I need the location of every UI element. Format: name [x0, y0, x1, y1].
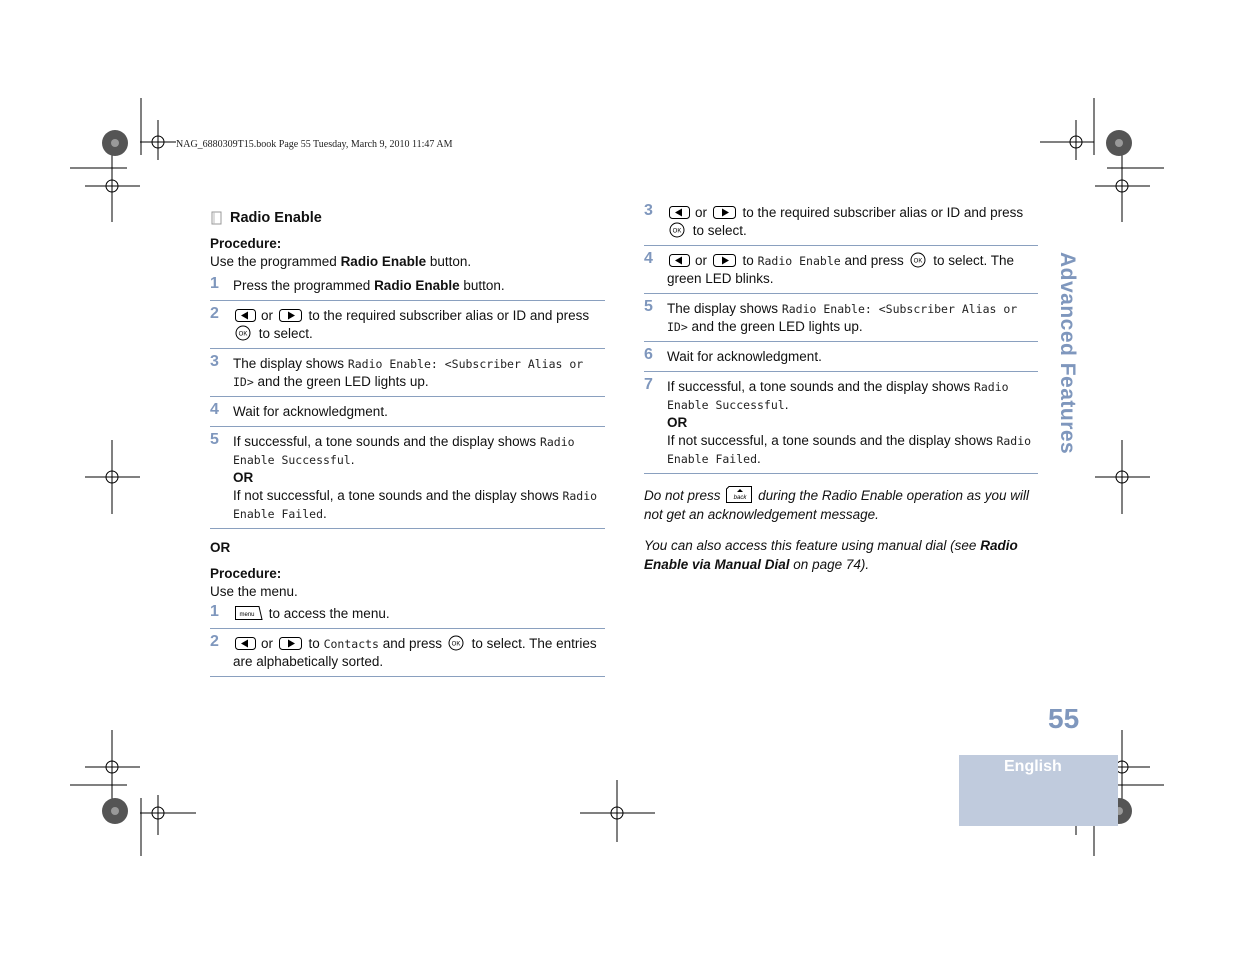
left-arrow-key-icon	[669, 254, 693, 268]
svg-text:OK: OK	[451, 641, 461, 648]
step-text: The display shows	[667, 301, 782, 316]
note-text-end: during the Radio Enable operation as you will not get an acknowledgement message.	[644, 488, 1030, 522]
step-item	[644, 378, 1038, 474]
side-title: Advanced Features	[1056, 252, 1079, 455]
section-title: Radio Enable	[230, 210, 322, 226]
or-text: or	[261, 636, 274, 651]
step-item	[210, 433, 605, 529]
svg-text:OK: OK	[913, 258, 922, 265]
svg-text:back: back	[733, 495, 747, 501]
step-number: 5	[644, 298, 653, 315]
step-number: 3	[210, 353, 219, 370]
ok-key-icon	[448, 635, 466, 651]
step-text: Wait for acknowledgment.	[233, 404, 388, 419]
intro-bold: Radio Enable	[340, 254, 427, 269]
right-column	[644, 204, 1038, 574]
display-text: Radio Enable Successful	[667, 380, 1009, 412]
procedure-intro	[210, 253, 605, 271]
right-arrow-key-icon	[279, 637, 303, 651]
step-number: 1	[210, 275, 219, 292]
section-heading	[210, 209, 605, 227]
procedure-intro: Use the menu.	[210, 584, 298, 599]
ok-key-icon	[910, 252, 928, 268]
note-text: You can also access this feature using manual dial (see	[644, 538, 981, 553]
punct: .	[350, 452, 355, 467]
back-key-icon	[726, 486, 752, 503]
step-text-end: and the green LED lights up.	[687, 319, 863, 334]
page-number: 55	[1048, 703, 1080, 734]
step-number: 3	[644, 202, 653, 219]
intro-text-end: button.	[426, 254, 472, 269]
or-text: or	[261, 308, 274, 323]
intro-text: Use the programmed	[210, 254, 341, 269]
step-text-fail: If not successful, a tone sounds and the display shows	[667, 433, 997, 448]
step-item	[210, 277, 605, 301]
step-text-end: to select.	[692, 223, 747, 238]
step-text-end: to select. The green LED blinks.	[667, 253, 1015, 286]
note-back-key	[644, 486, 1038, 524]
step-bold: Radio Enable	[374, 278, 460, 293]
procedure-label: Procedure:	[210, 236, 282, 251]
step-number: 1	[210, 603, 219, 620]
step-text: to	[742, 253, 754, 268]
display-text: Radio Enable Failed	[667, 434, 1032, 466]
ok-key-icon	[669, 222, 687, 238]
punct: .	[757, 451, 761, 466]
step-number: 4	[644, 250, 653, 267]
punct: .	[323, 506, 327, 521]
step-item	[210, 355, 605, 397]
step-item	[644, 348, 1038, 372]
step-number: 5	[210, 431, 219, 448]
svg-text:menu: menu	[239, 612, 255, 618]
step-text: Press the programmed	[233, 278, 375, 293]
left-arrow-key-icon	[669, 206, 693, 220]
step-item	[210, 635, 605, 677]
display-text: Radio Enable: <Subscriber Alias or ID>	[233, 357, 584, 389]
step-item	[210, 403, 605, 427]
step-text-fail: If not successful, a tone sounds and the display shows	[233, 488, 563, 503]
step-text-end: to select.	[258, 326, 313, 341]
note-manual-dial	[644, 536, 1038, 574]
step-number: 4	[210, 401, 219, 418]
or-label: OR	[233, 470, 254, 485]
or-text: or	[695, 253, 708, 268]
step-number: 2	[210, 305, 219, 322]
language-label: English	[1004, 758, 1062, 775]
left-column	[210, 209, 605, 677]
or-text: or	[695, 205, 708, 220]
step-number: 2	[210, 633, 219, 650]
or-label: OR	[210, 540, 231, 555]
step-text: If successful, a tone sounds and the display shows	[667, 379, 974, 394]
step-text: to the required subscriber alias or ID and press	[308, 308, 590, 323]
svg-text:OK: OK	[672, 228, 682, 235]
display-text: Contacts	[323, 637, 379, 651]
step-text-end: to select. The entries are alphabetically sorted.	[233, 636, 597, 669]
ok-key-icon	[235, 325, 253, 341]
step-text-end: and the green LED lights up.	[253, 374, 429, 389]
note-text: Do not press	[644, 488, 721, 503]
svg-text:OK: OK	[238, 331, 248, 338]
book-header-line: NAG_6880309T15.book Page 55 Tuesday, March 9, 2010 11:47 AM	[176, 139, 453, 150]
step-text: If successful, a tone sounds and the display shows	[233, 434, 540, 449]
step-text: to	[308, 636, 320, 651]
right-arrow-key-icon	[713, 206, 737, 220]
step-text-end: button.	[459, 278, 505, 293]
step-text: to access the menu.	[268, 606, 390, 621]
step-text: to the required subscriber alias or ID and press	[742, 205, 1024, 220]
display-text: Radio Enable Successful	[233, 435, 575, 467]
menu-key-icon	[235, 605, 263, 621]
right-arrow-key-icon	[713, 254, 737, 268]
step-text: Wait for acknowledgment.	[667, 349, 822, 364]
step-text: The display shows	[233, 356, 348, 371]
right-arrow-key-icon	[279, 309, 303, 323]
note-text-end: on page 74).	[789, 557, 870, 572]
step-item	[644, 252, 1038, 294]
section-bullet-icon	[210, 210, 224, 226]
step-item	[644, 204, 1038, 246]
or-label: OR	[667, 415, 688, 430]
left-arrow-key-icon	[235, 309, 259, 323]
step-item	[210, 605, 605, 629]
procedure-label: Procedure:	[210, 566, 282, 581]
step-text-mid: and press	[382, 636, 443, 651]
left-arrow-key-icon	[235, 637, 259, 651]
punct: .	[784, 397, 789, 412]
display-text: Radio Enable	[757, 254, 841, 268]
step-item	[644, 300, 1038, 342]
display-text: Radio Enable Failed	[233, 489, 598, 521]
step-number: 6	[644, 346, 653, 363]
step-item	[210, 307, 605, 349]
cross-reference-link[interactable]: Radio Enable via Manual Dial	[644, 538, 1018, 572]
step-number: 7	[644, 376, 653, 393]
step-text-mid: and press	[844, 253, 904, 268]
display-text: Radio Enable: <Subscriber Alias or ID>	[667, 302, 1018, 334]
